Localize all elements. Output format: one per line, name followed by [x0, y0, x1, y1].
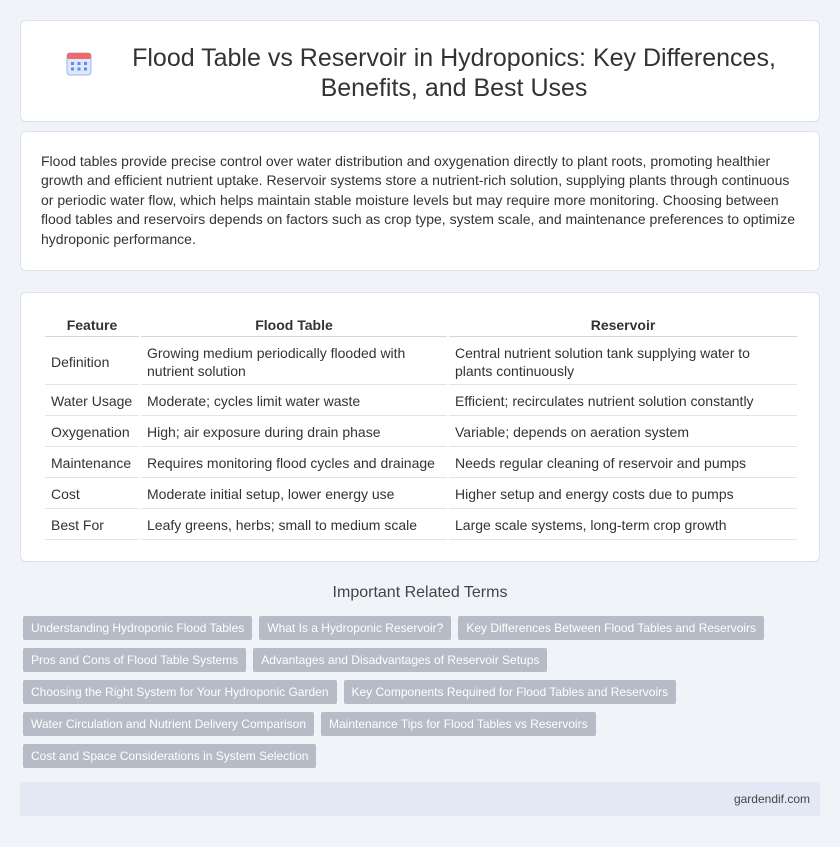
related-term-tag[interactable]: Maintenance Tips for Flood Tables vs Reservoirs: [321, 712, 596, 736]
table-row: [45, 449, 797, 478]
related-term-tag[interactable]: Pros and Cons of Flood Table Systems: [23, 648, 246, 672]
table-row: [45, 511, 797, 540]
reservoir-cell: Central nutrient solution tank supplying water to plants continuously: [449, 339, 797, 385]
feature-cell: Maintenance: [45, 449, 139, 478]
header-flood-table: Flood Table: [141, 311, 447, 337]
feature-cell: Water Usage: [45, 387, 139, 416]
flood-table-cell: Moderate; cycles limit water waste: [141, 387, 447, 416]
related-term-tag[interactable]: What Is a Hydroponic Reservoir?: [259, 616, 451, 640]
feature-cell: Definition: [45, 339, 139, 385]
site-name[interactable]: gardendif.com: [733, 792, 810, 806]
related-terms-title: Important Related Terms: [332, 584, 508, 601]
comparison-table-card: [20, 292, 820, 562]
header-reservoir: Reservoir: [449, 311, 797, 337]
reservoir-cell: Efficient; recirculates nutrient solution constantly: [449, 387, 797, 416]
flood-table-cell: Moderate initial setup, lower energy use: [141, 480, 447, 509]
table-row: [45, 418, 797, 447]
related-term-tag[interactable]: Key Components Required for Flood Tables and Reservoirs: [344, 680, 677, 704]
related-term-tag[interactable]: Choosing the Right System for Your Hydroponic Garden: [23, 680, 337, 704]
related-terms-list: [23, 616, 803, 776]
flood-table-cell: Leafy greens, herbs; small to medium scale: [141, 511, 447, 540]
reservoir-cell: Higher setup and energy costs due to pumps: [449, 480, 797, 509]
footer: [20, 782, 820, 816]
related-term-tag[interactable]: Water Circulation and Nutrient Delivery Comparison: [23, 712, 314, 736]
header-feature: Feature: [45, 311, 139, 337]
reservoir-cell: Variable; depends on aeration system: [449, 418, 797, 447]
related-term-tag[interactable]: Advantages and Disadvantages of Reservoir Setups: [253, 648, 547, 672]
flood-table-cell: Growing medium periodically flooded with nutrient solution: [141, 339, 447, 385]
header-card: [20, 20, 820, 122]
page-title: Flood Table vs Reservoir in Hydroponics: Key Differences, Benefits, and Best Uses: [132, 44, 776, 102]
intro-text: Flood tables provide precise control over water distribution and oxygenation directly to plant roots, promoting healthier growth and efficient nutrient uptake. Reservoir systems store a nutrient-rich solution, supplying plants through continuous or periodic water flow, which helps maintain stable moisture levels but may require more monitoring. Choosing between flood tables and reservoirs depends on factors such as crop type, system scale, and maintenance preferences to optimize hydroponic performance.: [41, 153, 796, 247]
feature-cell: Oxygenation: [45, 418, 139, 447]
flood-table-cell: High; air exposure during drain phase: [141, 418, 447, 447]
feature-cell: Cost: [45, 480, 139, 509]
feature-cell: Best For: [45, 511, 139, 540]
flood-table-cell: Requires monitoring flood cycles and drainage: [141, 449, 447, 478]
reservoir-cell: Large scale systems, long-term crop growth: [449, 511, 797, 540]
table-row: [45, 339, 797, 385]
table-row: [45, 480, 797, 509]
related-term-tag[interactable]: Key Differences Between Flood Tables and Reservoirs: [458, 616, 764, 640]
intro-card: [20, 131, 820, 271]
related-term-tag[interactable]: Cost and Space Considerations in System Selection: [23, 744, 316, 768]
comparison-table: [43, 309, 799, 542]
table-row: [45, 387, 797, 416]
related-term-tag[interactable]: Understanding Hydroponic Flood Tables: [23, 616, 252, 640]
calendar-icon: [65, 49, 93, 77]
reservoir-cell: Needs regular cleaning of reservoir and pumps: [449, 449, 797, 478]
table-header-row: [45, 311, 797, 337]
